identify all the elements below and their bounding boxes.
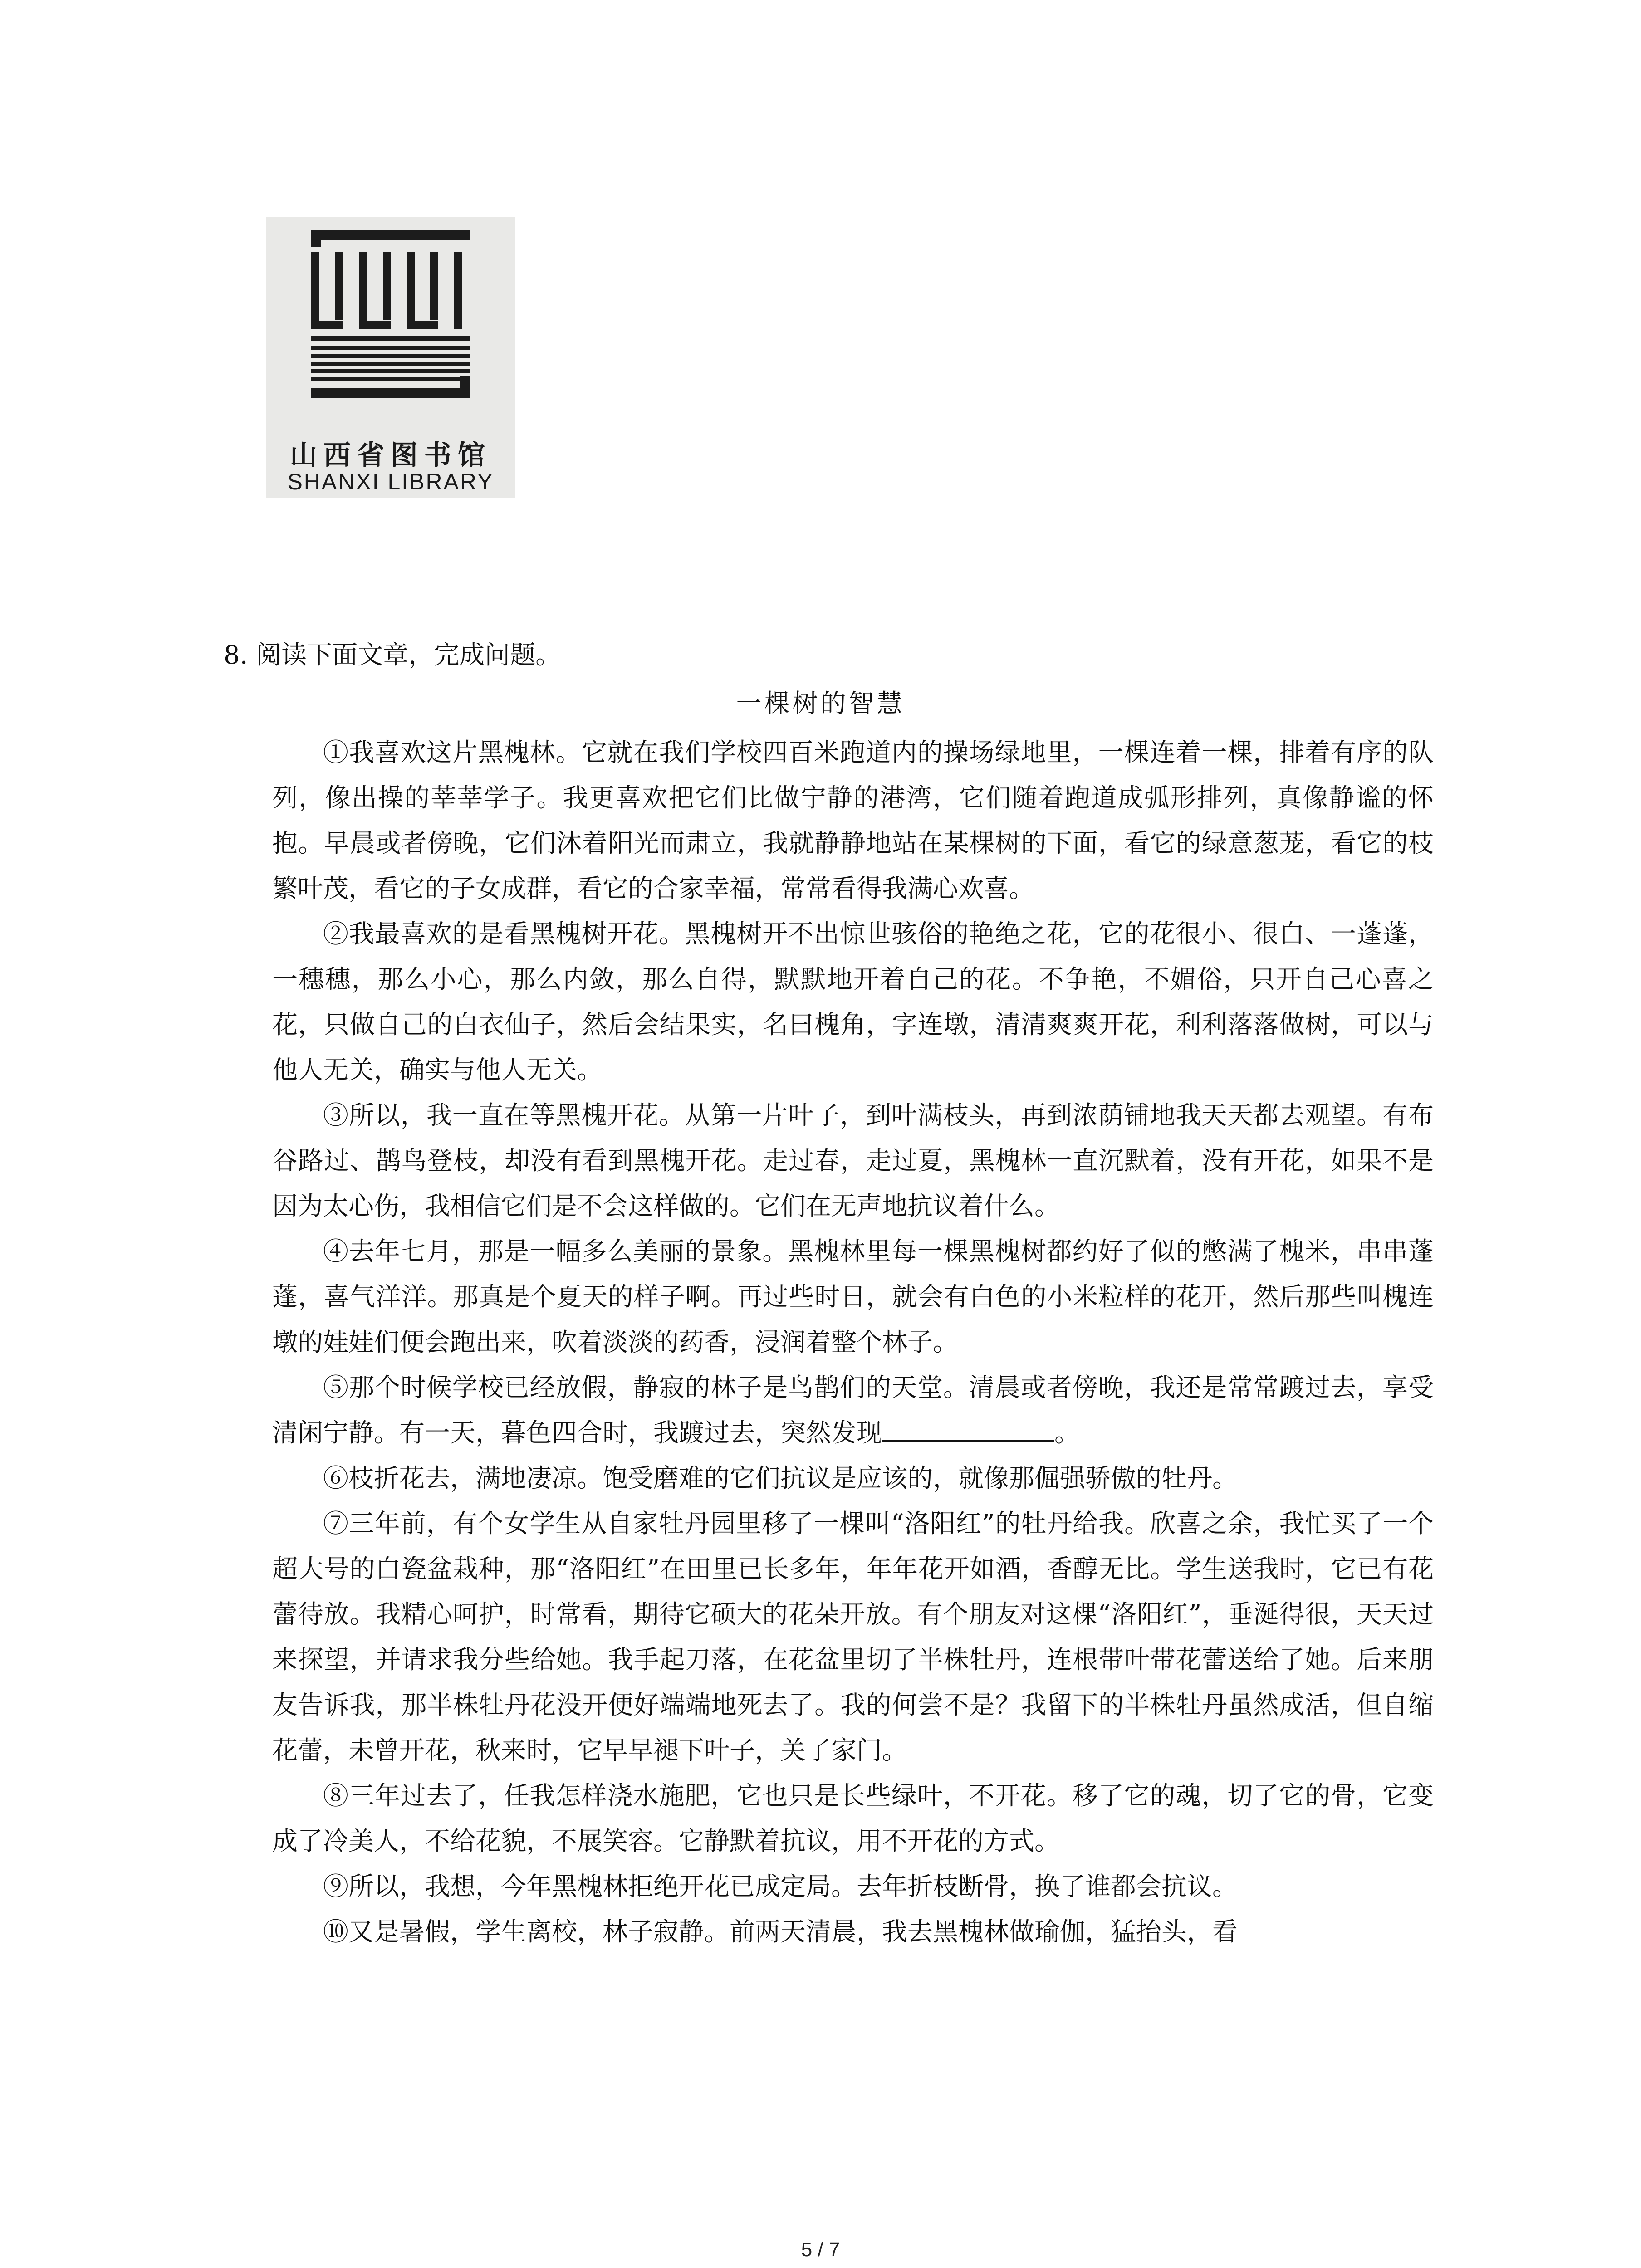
paragraph-5 bbox=[272, 1365, 1434, 1456]
paragraph-10: ⑩又是暑假，学生离校，林子寂静。前两天清晨，我去黑槐林做瑜伽，猛抬头，看 bbox=[323, 1917, 1238, 1947]
article-body bbox=[272, 730, 1434, 1955]
question-label: 8. 阅读下面文章，完成问题。 bbox=[224, 640, 561, 670]
paragraph-6: ⑥枝折花去，满地凄凉。饱受磨难的它们抗议是应该的，就像那倔强骄傲的牡丹。 bbox=[323, 1464, 1238, 1493]
page-number: 5 / 7 bbox=[801, 2239, 840, 2261]
logo-name-cn: 山西省图书馆 bbox=[290, 440, 491, 471]
logo-name-en: SHANXI LIBRARY bbox=[287, 469, 494, 494]
paragraph-4: ④去年七月，那是一幅多么美丽的景象。黑槐林里每一棵黑槐树都约好了似的憋满了槐米，串串蓬蓬，喜气洋洋。那真是个夏天的样子啊。再过些时日，就会有白色的小米粒样的花开，然后那些叫槐连墩的娃娃们便会跑出来，吹着淡淡的药香，浸润着整个林子。 bbox=[272, 1237, 1434, 1357]
fill-in-blank bbox=[882, 1413, 1054, 1442]
paragraph-9: ⑨所以，我想，今年黑槐林拒绝开花已成定局。去年折枝断骨，换了谁都会抗议。 bbox=[323, 1872, 1238, 1901]
blank-end-punctuation: 。 bbox=[1054, 1418, 1080, 1448]
article-title: 一棵树的智慧 bbox=[736, 689, 905, 719]
paragraph-3: ③所以，我一直在等黑槐开花。从第一片叶子，到叶满枝头，再到浓荫铺地我天天都去观望。有布谷路过、鹊鸟登枝，却没有看到黑槐开花。走过春，走过夏，黑槐林一直沉默着，没有开花，如果不是因为太心伤，我相信它们是不会这样做的。它们在无声地抗议着什么。 bbox=[272, 1101, 1434, 1221]
library-logo bbox=[266, 217, 515, 498]
paragraph-2: ②我最喜欢的是看黑槐树开花。黑槐树开不出惊世骇俗的艳绝之花，它的花很小、很白、一蓬蓬，一穗穗，那么小心，那么内敛，那么自得，默默地开着自己的花。不争艳，不媚俗，只开自己心喜之花，只做自己的白衣仙子，然后会结果实，名曰槐角，字连墩，清清爽爽开花，利利落落做树，可以与他人无关，确实与他人无关。 bbox=[272, 919, 1434, 1085]
paragraph-5-text: ⑤那个时候学校已经放假，静寂的林子是鸟鹊们的天堂。清晨或者傍晚，我还是常常踱过去，享受清闲宁静。有一天，暮色四合时，我踱过去，突然发现 bbox=[272, 1373, 1434, 1448]
paragraph-8: ⑧三年过去了，任我怎样浇水施肥，它也只是长些绿叶，不开花。移了它的魂，切了它的骨，它变成了冷美人，不给花貌，不展笑容。它静默着抗议，用不开花的方式。 bbox=[272, 1781, 1434, 1856]
paragraph-1: ①我喜欢这片黑槐林。它就在我们学校四百米跑道内的操场绿地里，一棵连着一棵，排着有序的队列，像出操的莘莘学子。我更喜欢把它们比做宁静的港湾，它们随着跑道成弧形排列，真像静谧的怀抱。早晨或者傍晚，它们沐着阳光而肃立，我就静静地站在某棵树的下面，看它的绿意葱茏，看它的枝繁叶茂，看它的子女成群，看它的合家幸福，常常看得我满心欢喜。 bbox=[272, 738, 1434, 904]
paragraph-7: ⑦三年前，有个女学生从自家牡丹园里移了一棵叫“洛阳红”的牡丹给我。欣喜之余，我忙买了一个超大号的白瓷盆栽种，那“洛阳红”在田里已长多年，年年花开如酒，香醇无比。学生送我时，它已有花蕾待放。我精心呵护，时常看，期待它硕大的花朵开放。有个朋友对这棵“洛阳红”，垂涎得很，天天过来探望，并请求我分些给她。我手起刀落，在花盆里切了半株牡丹，连根带叶带花蕾送给了她。后来朋友告诉我，那半株牡丹花没开便好端端地死去了。我的何尝不是？我留下的半株牡丹虽然成活，但自缩花蕾，未曾开花，秋来时，它早早褪下叶子，关了家门。 bbox=[272, 1509, 1434, 1765]
